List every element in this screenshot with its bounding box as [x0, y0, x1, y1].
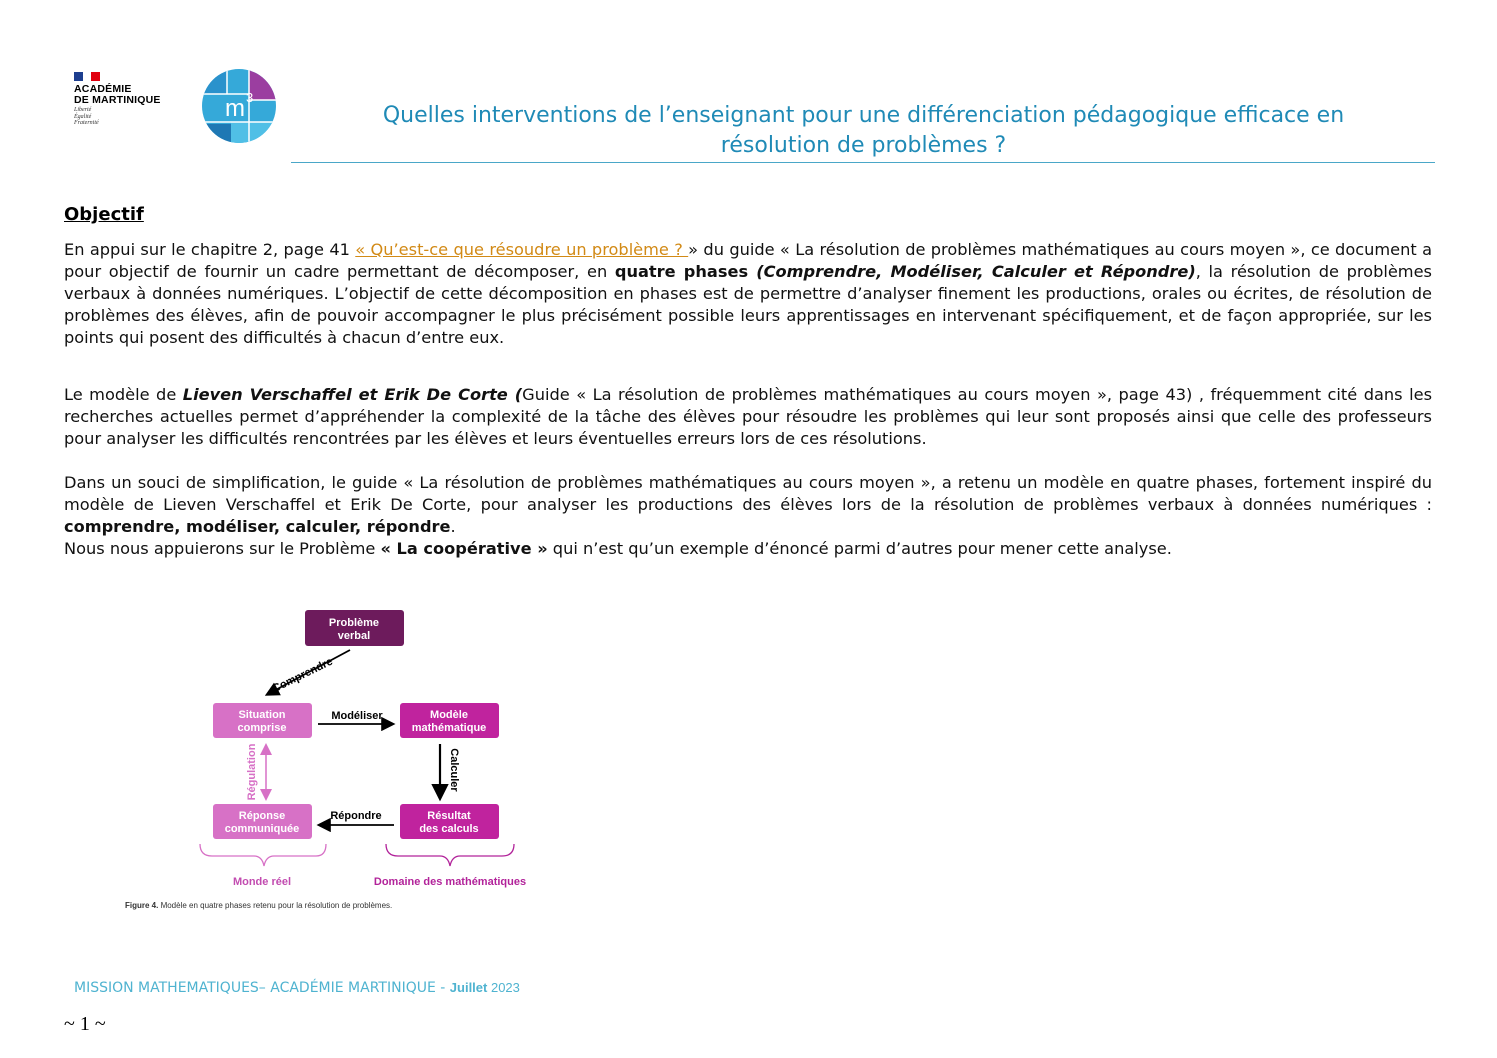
- logo-sup: 3: [246, 90, 254, 105]
- label-comprendre: Comprendre: [270, 655, 335, 696]
- brace-domaine-maths: [386, 844, 514, 866]
- motto-line: Égalité: [74, 113, 92, 120]
- paragraph-intro: [64, 239, 1432, 349]
- text: Le modèle de: [64, 385, 183, 404]
- box-modele-line2: mathématique: [411, 722, 487, 734]
- box-resultat-line2: des calculs: [419, 823, 479, 835]
- footer-mission: [74, 980, 520, 996]
- page-title: [292, 101, 1435, 161]
- text: En appui sur le chapitre 2, page 41: [64, 240, 356, 259]
- brace-monde-reel: [200, 844, 326, 866]
- chapter-link[interactable]: « Qu’est-ce que résoudre un problème ?: [355, 240, 689, 259]
- paragraph-model: [64, 384, 1432, 450]
- figure-caption: [125, 901, 392, 910]
- caption-text: Modèle en quatre phases retenu pour la résolution de problèmes.: [158, 901, 393, 910]
- text-bold: quatre phases: [614, 262, 749, 281]
- text-bold: « La coopérative »: [380, 539, 548, 558]
- label-modeliser: Modéliser: [331, 710, 383, 722]
- title-line2: résolution de problèmes ?: [720, 133, 1007, 158]
- title-line1: Quelles interventions de l’enseignant pour une différenciation pédagogique efficace en: [382, 103, 1345, 128]
- motto-line: Liberté: [74, 107, 92, 113]
- box-situation-line2: comprise: [237, 722, 287, 734]
- text: , la résolution de problèmes verbaux à données numériques. L’objectif de cette décomposition en phases est de permettre d’analyser finement les productions, orales ou écrites, de résolution de problèmes des élèves, afin de pouvoir accompagner le plus précisément possible leurs apprentissages en intervenant spécifiquement, et de façon appropriée, sur les points qui posent des difficultés à chacun d’entre eux.: [64, 262, 1432, 347]
- academy-logo: [74, 72, 184, 127]
- text-bold-italic: Lieven Verschaffel et Erik De Corte (: [182, 385, 523, 404]
- text-bold: comprendre, modéliser, calculer, répondre: [64, 517, 451, 536]
- box-modele-line1: Modèle: [430, 709, 468, 721]
- academy-name-line2: DE MARTINIQUE: [74, 94, 161, 106]
- label-repondre: Répondre: [330, 810, 382, 822]
- box-probleme-line1: Problème: [328, 617, 380, 629]
- french-flag-icon: [74, 72, 100, 81]
- paragraph-simplification: [64, 472, 1432, 538]
- caption-bold: Figure 4.: [125, 901, 159, 910]
- section-heading: Objectif: [64, 204, 144, 225]
- text: » du guide « La résolution de problèmes mathématiques au cours moyen », ce document a pour objectif de fournir un cadre permettant de décomposer, en: [64, 240, 1432, 281]
- motto-line: Fraternité: [74, 120, 99, 126]
- label-calculer: Calculer: [448, 748, 460, 792]
- text-bold-italic: (Comprendre, Modéliser, Calculer et Répondre): [748, 262, 1196, 281]
- box-probleme-line2: verbal: [337, 630, 371, 642]
- paragraph-problem: [64, 538, 1432, 560]
- text: Guide « La résolution de problèmes mathématiques au cours moyen », page 43) , fréquemment cité dans les recherches actuelles permet d’appréhender la complexité de la tâche des élèves pour résoudre les problèmes qui leur sont proposés ainsi que celle des professeurs pour analyser les difficultés rencontrées par les élèves et leurs éventuelles erreurs lors de ces résolutions.: [64, 385, 1433, 448]
- label-regulation: Régulation: [246, 743, 258, 801]
- text: Dans un souci de simplification, le guide « La résolution de problèmes mathématiques au cours moyen », a retenu un modèle en quatre phases, fortement inspiré du modèle de Lieven Verschaffel et Erik De Corte, pour analyser les productions des élèves lors de la résolution de problèmes verbaux à données numériques :: [64, 473, 1432, 514]
- footer-month: Juillet: [449, 980, 488, 995]
- box-situation-line1: Situation: [238, 709, 286, 721]
- box-reponse-line2: communiquée: [224, 823, 300, 835]
- text: Nous nous appuierons sur le Problème: [64, 539, 381, 558]
- label-monde-reel: Monde réel: [232, 876, 292, 888]
- m3-logo: [201, 64, 277, 148]
- label-domaine-maths: Domaine des mathématiques: [373, 876, 527, 888]
- footer-mission-text: MISSION MATHEMATIQUES– ACADÉMIE MARTINIQUE -: [74, 980, 450, 996]
- header-divider: [291, 162, 1435, 163]
- text: .: [450, 517, 456, 536]
- motto: [74, 107, 184, 127]
- academy-name-line1: ACADÉMIE: [74, 83, 132, 95]
- page-number: ~ 1 ~: [64, 1013, 106, 1035]
- logo-m: m: [225, 95, 245, 122]
- box-reponse-line1: Réponse: [238, 810, 286, 822]
- footer-year: 2023: [487, 980, 520, 995]
- box-resultat-line1: Résultat: [427, 810, 471, 822]
- text: qui n’est qu’un exemple d’énoncé parmi d’autres pour mener cette analyse.: [547, 539, 1172, 558]
- four-phase-diagram: [120, 604, 560, 916]
